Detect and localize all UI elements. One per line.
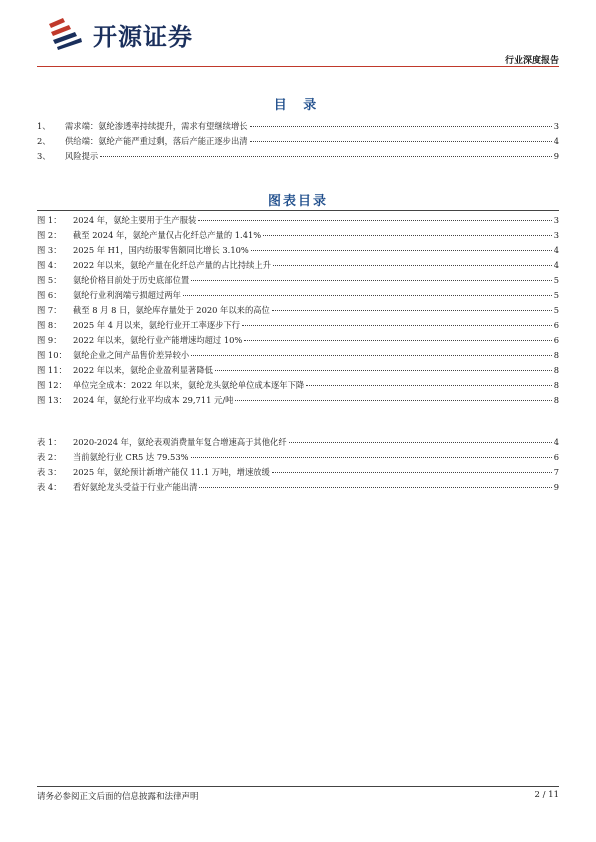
toc-entry-page: 3: [553, 230, 559, 240]
toc-entry-page: 5: [553, 305, 559, 315]
page-number: 2 / 11: [534, 790, 559, 800]
toc-entry-label: 2022 年以来，氨纶企业盈利显著降低: [73, 365, 213, 375]
toc-leader-dots: [306, 385, 552, 386]
toc-leader-dots: [272, 472, 552, 473]
toc-entry-page: 7: [553, 467, 559, 477]
logo-mark-icon: [47, 18, 87, 50]
toc-entry-label: 供给端：氨纶产能严重过剩，落后产能正逐步出清: [65, 136, 248, 146]
toc-leader-dots: [100, 156, 552, 157]
toc-entry-page: 6: [553, 320, 559, 330]
toc-leader-dots: [235, 400, 551, 401]
toc-entry[interactable]: [37, 319, 559, 334]
report-type-label: 行业深度报告: [504, 56, 559, 66]
toc-entry[interactable]: [37, 304, 559, 319]
header-rule: [37, 66, 559, 67]
toc-entry-page: 8: [553, 380, 559, 390]
toc-entry-number: 图 3：: [37, 245, 62, 255]
toc-entry[interactable]: [37, 259, 559, 274]
toc-leader-dots: [273, 265, 552, 266]
toc-entry-page: 9: [553, 151, 559, 161]
toc-entry-number: 图 11：: [37, 365, 67, 375]
figures-title: 图表目录: [267, 194, 328, 209]
toc-entry-page: 4: [553, 245, 559, 255]
toc-entry[interactable]: [37, 451, 559, 466]
toc-entry-number: 表 2：: [37, 452, 62, 462]
toc-entry[interactable]: [37, 379, 559, 394]
logo-text: 开源证券: [93, 22, 193, 51]
toc-entry-label: 需求端：氨纶渗透率持续提升，需求有望继续增长: [65, 121, 248, 131]
toc-leader-dots: [263, 235, 552, 236]
toc-entry-page: 4: [553, 260, 559, 270]
toc-entry[interactable]: [37, 394, 559, 409]
toc-entry-number: 表 1：: [37, 437, 62, 447]
toc-entry-label: 2020-2024 年，氨纶表观消费量年复合增速高于其他化纤: [73, 437, 287, 447]
toc-entry[interactable]: [37, 466, 559, 481]
toc-entry-number: 图 5：: [37, 275, 62, 285]
toc-entry[interactable]: [37, 135, 559, 150]
toc-leader-dots: [289, 442, 552, 443]
toc-entry[interactable]: [37, 334, 559, 349]
figures-list: [37, 214, 559, 409]
toc-leader-dots: [244, 340, 551, 341]
toc-entry-page: 4: [553, 136, 559, 146]
toc-entry-page: 8: [553, 350, 559, 360]
toc-leader-dots: [191, 355, 552, 356]
toc-entry-label: 截至 8 月 8 日，氨纶库存量处于 2020 年以来的高位: [73, 305, 270, 315]
toc-entry[interactable]: [37, 229, 559, 244]
toc-entry-number: 图 2：: [37, 230, 62, 240]
contents-list: [37, 120, 559, 165]
toc-entry-page: 8: [553, 395, 559, 405]
toc-entry-label: 氨纶企业之间产品售价差异较小: [73, 350, 190, 360]
toc-entry-number: 图 12：: [37, 380, 67, 390]
toc-leader-dots: [215, 370, 552, 371]
toc-entry-page: 3: [553, 215, 559, 225]
toc-entry-number: 2、: [37, 136, 51, 146]
toc-entry-page: 3: [553, 121, 559, 131]
toc-entry-page: 9: [553, 482, 559, 492]
toc-entry-page: 8: [553, 365, 559, 375]
toc-entry-number: 图 4：: [37, 260, 62, 270]
toc-entry-number: 1、: [37, 121, 51, 131]
toc-leader-dots: [191, 457, 552, 458]
toc-entry-number: 图 10：: [37, 350, 67, 360]
page-header: [0, 0, 596, 70]
tables-list: [37, 436, 559, 496]
toc-entry-number: 表 4：: [37, 482, 62, 492]
toc-entry[interactable]: [37, 214, 559, 229]
toc-entry-number: 图 13：: [37, 395, 67, 405]
brand-logo: [47, 16, 193, 52]
toc-leader-dots: [183, 295, 552, 296]
toc-leader-dots: [191, 280, 552, 281]
toc-entry[interactable]: [37, 436, 559, 451]
toc-entry-label: 氨纶行业利润端亏损超过两年: [73, 290, 181, 300]
toc-entry-label: 2024 年，氨纶行业平均成本 29,711 元/吨: [73, 395, 234, 405]
toc-entry-label: 2025 年 4 月以来，氨纶行业开工率逐步下行: [73, 320, 241, 330]
toc-entry[interactable]: [37, 481, 559, 496]
toc-leader-dots: [272, 310, 552, 311]
toc-entry-label: 2024 年，氨纶主要用于生产服装: [73, 215, 197, 225]
toc-leader-dots: [250, 141, 552, 142]
toc-entry-page: 6: [553, 452, 559, 462]
toc-entry-label: 单位完全成本：2022 年以来，氨纶龙头氨纶单位成本逐年下降: [73, 380, 305, 390]
toc-entry-number: 图 8：: [37, 320, 62, 330]
toc-entry[interactable]: [37, 289, 559, 304]
toc-entry-label: 氨纶价格目前处于历史底部位置: [73, 275, 190, 285]
toc-leader-dots: [242, 325, 552, 326]
toc-entry-page: 5: [553, 290, 559, 300]
toc-leader-dots: [199, 487, 551, 488]
toc-entry-number: 图 7：: [37, 305, 62, 315]
toc-leader-dots: [251, 250, 552, 251]
toc-entry-number: 图 6：: [37, 290, 62, 300]
toc-entry-number: 表 3：: [37, 467, 62, 477]
toc-entry-label: 2025 年 H1，国内纺服零售额同比增长 3.10%: [73, 245, 249, 255]
toc-entry[interactable]: [37, 120, 559, 135]
toc-leader-dots: [250, 126, 552, 127]
toc-entry-label: 风险提示: [65, 151, 99, 161]
toc-entry-number: 图 9：: [37, 335, 62, 345]
toc-entry-page: 4: [553, 437, 559, 447]
toc-entry[interactable]: [37, 364, 559, 379]
toc-entry[interactable]: [37, 274, 559, 289]
figures-top-rule: [37, 210, 559, 211]
toc-entry-label: 截至 2024 年，氨纶产量仅占化纤总产量的 1.41%: [73, 230, 262, 240]
toc-entry-label: 当前氨纶行业 CR5 达 79.53%: [73, 452, 189, 462]
toc-entry-number: 3、: [37, 151, 51, 161]
footer-rule: [37, 786, 559, 787]
toc-entry-page: 5: [553, 275, 559, 285]
toc-entry-label: 2022 年以来，氨纶行业产能增速均超过 10%: [73, 335, 243, 345]
toc-entry-page: 6: [553, 335, 559, 345]
toc-entry-label: 2025 年，氨纶预计新增产能仅 11.1 万吨，增速放缓: [73, 467, 270, 477]
footer-disclaimer: 请务必参阅正文后面的信息披露和法律声明: [37, 792, 199, 802]
toc-entry-label: 2022 年以来，氨纶产量在化纤总产量的占比持续上升: [73, 260, 271, 270]
toc-entry[interactable]: [37, 349, 559, 364]
toc-entry-number: 图 1：: [37, 215, 62, 225]
toc-entry[interactable]: [37, 150, 559, 165]
toc-entry[interactable]: [37, 244, 559, 259]
toc-leader-dots: [198, 220, 551, 221]
toc-entry-label: 看好氨纶龙头受益于行业产能出清: [73, 482, 198, 492]
contents-title: 目 录: [273, 98, 323, 113]
